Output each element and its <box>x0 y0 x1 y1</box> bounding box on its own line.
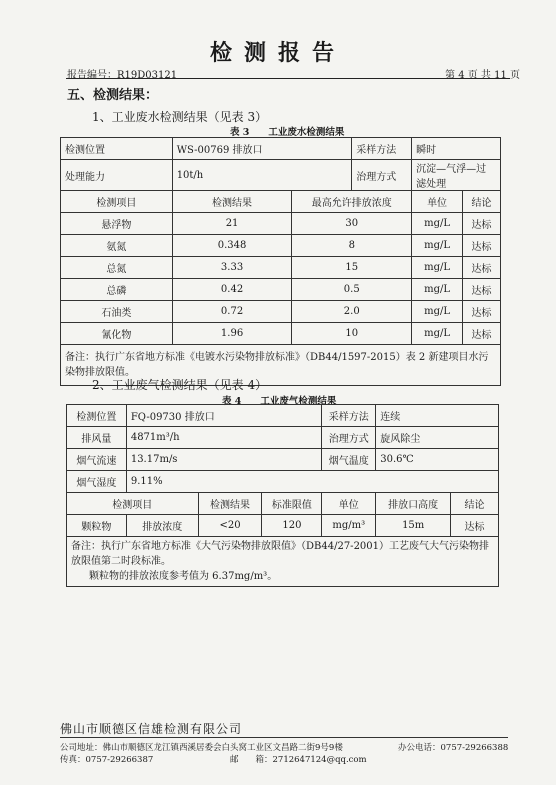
header-divider <box>66 78 510 79</box>
temp-label: 烟气温度 <box>322 449 376 471</box>
treatment-value: 沉淀—气浮—过滤处理 <box>412 160 501 191</box>
conclusion-cell: 达标 <box>463 257 501 279</box>
table4-caption: 表 4 工业废气检测结果 <box>222 396 337 407</box>
unit-cell: mg/L <box>412 213 463 235</box>
conclusion-cell: 达标 <box>463 279 501 301</box>
table4-note-reference: 颗粒物的排放浓度参考值为 6.37mg/m³。 <box>89 571 278 582</box>
item-cell: 悬浮物 <box>61 213 173 235</box>
result-cell: 21 <box>172 213 292 235</box>
item-cell: 石油类 <box>61 301 173 323</box>
result-cell: 0.42 <box>172 279 292 301</box>
page-number: 第 4 页 共 11 页 <box>445 70 520 81</box>
footer-divider <box>60 737 508 738</box>
conclusion-cell: 达标 <box>451 515 499 537</box>
waste-gas-results-table <box>66 404 499 587</box>
item-cell: 氨氮 <box>61 235 173 257</box>
sampling-value: 连续 <box>376 405 499 427</box>
location-label: 检测位置 <box>61 138 173 160</box>
table-row <box>61 257 501 279</box>
item-cell: 总磷 <box>61 279 173 301</box>
column-header: 检测结果 <box>198 493 262 515</box>
treatment-label: 治理方式 <box>352 160 412 191</box>
result-cell: 0.72 <box>172 301 292 323</box>
speed-label: 烟气流速 <box>67 449 127 471</box>
item-cell: 氰化物 <box>61 323 173 345</box>
unit-cell: mg/m³ <box>322 515 376 537</box>
unit-cell: mg/L <box>412 235 463 257</box>
table4-note-standard: 备注：执行广东省地方标准《大气污染物排放限值》（DB44/27-2001）工艺废气大气污染物排放限值第二时段标准。 <box>71 541 490 567</box>
email-address: 邮 箱：2712647124@qq.com <box>230 755 367 765</box>
item-cell: 总氮 <box>61 257 173 279</box>
conclusion-cell: 达标 <box>463 323 501 345</box>
item-cell: 颗粒物 <box>67 515 127 537</box>
column-header: 单位 <box>412 191 463 213</box>
sampling-label: 采样方法 <box>352 138 412 160</box>
table-row <box>61 213 501 235</box>
temp-value: 30.6℃ <box>376 449 499 471</box>
column-header: 排放口高度 <box>376 493 451 515</box>
flow-label: 排风量 <box>67 427 127 449</box>
treatment-value: 旋风除尘 <box>376 427 499 449</box>
column-header: 检测项目 <box>67 493 199 515</box>
metric-cell: 排放浓度 <box>126 515 198 537</box>
office-phone: 办公电话：0757-29266388 <box>398 743 509 753</box>
table3-caption: 表 3 工业废水检测结果 <box>230 127 345 138</box>
fax-number: 传真：0757-29266387 <box>60 755 154 765</box>
location-value: FQ-09730 排放口 <box>126 405 322 427</box>
speed-value: 13.17m/s <box>126 449 322 471</box>
table-row <box>61 323 501 345</box>
waste-gas-heading: 2、工业废气检测结果（见表 4） <box>92 378 268 392</box>
wastewater-heading: 1、工业废水检测结果（见表 3） <box>92 110 268 124</box>
column-header: 结论 <box>463 191 501 213</box>
conclusion-cell: 达标 <box>463 213 501 235</box>
table-row <box>67 515 499 537</box>
conclusion-cell: 达标 <box>463 235 501 257</box>
column-header: 检测结果 <box>172 191 292 213</box>
limit-cell: 30 <box>292 213 412 235</box>
table-row <box>61 235 501 257</box>
limit-cell: 2.0 <box>292 301 412 323</box>
company-address: 公司地址：佛山市顺德区龙江镇西溪居委会白头窝工业区文昌路二街9号9楼 <box>60 743 343 753</box>
wastewater-results-table <box>60 137 501 386</box>
column-header: 最高允许排放浓度 <box>292 191 412 213</box>
table4-note <box>67 537 499 587</box>
limit-cell: 15 <box>292 257 412 279</box>
result-cell: <20 <box>198 515 262 537</box>
flow-value: 4871m³/h <box>126 427 322 449</box>
column-header: 检测项目 <box>61 191 173 213</box>
column-header: 结论 <box>451 493 499 515</box>
location-label: 检测位置 <box>67 405 127 427</box>
unit-cell: mg/L <box>412 323 463 345</box>
location-value: WS-00769 排放口 <box>172 138 352 160</box>
sampling-label: 采样方法 <box>322 405 376 427</box>
conclusion-cell: 达标 <box>463 301 501 323</box>
sampling-value: 瞬时 <box>412 138 501 160</box>
unit-cell: mg/L <box>412 257 463 279</box>
unit-cell: mg/L <box>412 301 463 323</box>
table-row <box>61 301 501 323</box>
column-header: 单位 <box>322 493 376 515</box>
humidity-label: 烟气湿度 <box>67 471 127 493</box>
treatment-label: 治理方式 <box>322 427 376 449</box>
limit-cell: 0.5 <box>292 279 412 301</box>
report-number: 报告编号：R19D03121 <box>67 70 178 81</box>
limit-cell: 10 <box>292 323 412 345</box>
section-title: 五、检测结果： <box>67 88 159 103</box>
result-cell: 3.33 <box>172 257 292 279</box>
table-row <box>61 279 501 301</box>
result-cell: 1.96 <box>172 323 292 345</box>
company-name: 佛山市顺德区信雄检测有限公司 <box>60 722 243 736</box>
height-cell: 15m <box>376 515 451 537</box>
limit-cell: 120 <box>262 515 322 537</box>
column-header: 标准限值 <box>262 493 322 515</box>
capacity-value: 10t/h <box>172 160 352 191</box>
table3-note: 备注：执行广东省地方标准《电镀水污染物排放标准》（DB44/1597-2015）表 2 新建项目水污染物排放限值。 <box>61 345 501 386</box>
capacity-label: 处理能力 <box>61 160 173 191</box>
limit-cell: 8 <box>292 235 412 257</box>
unit-cell: mg/L <box>412 279 463 301</box>
humidity-value: 9.11% <box>126 471 498 493</box>
result-cell: 0.348 <box>172 235 292 257</box>
report-title: 检测报告 <box>209 41 346 66</box>
